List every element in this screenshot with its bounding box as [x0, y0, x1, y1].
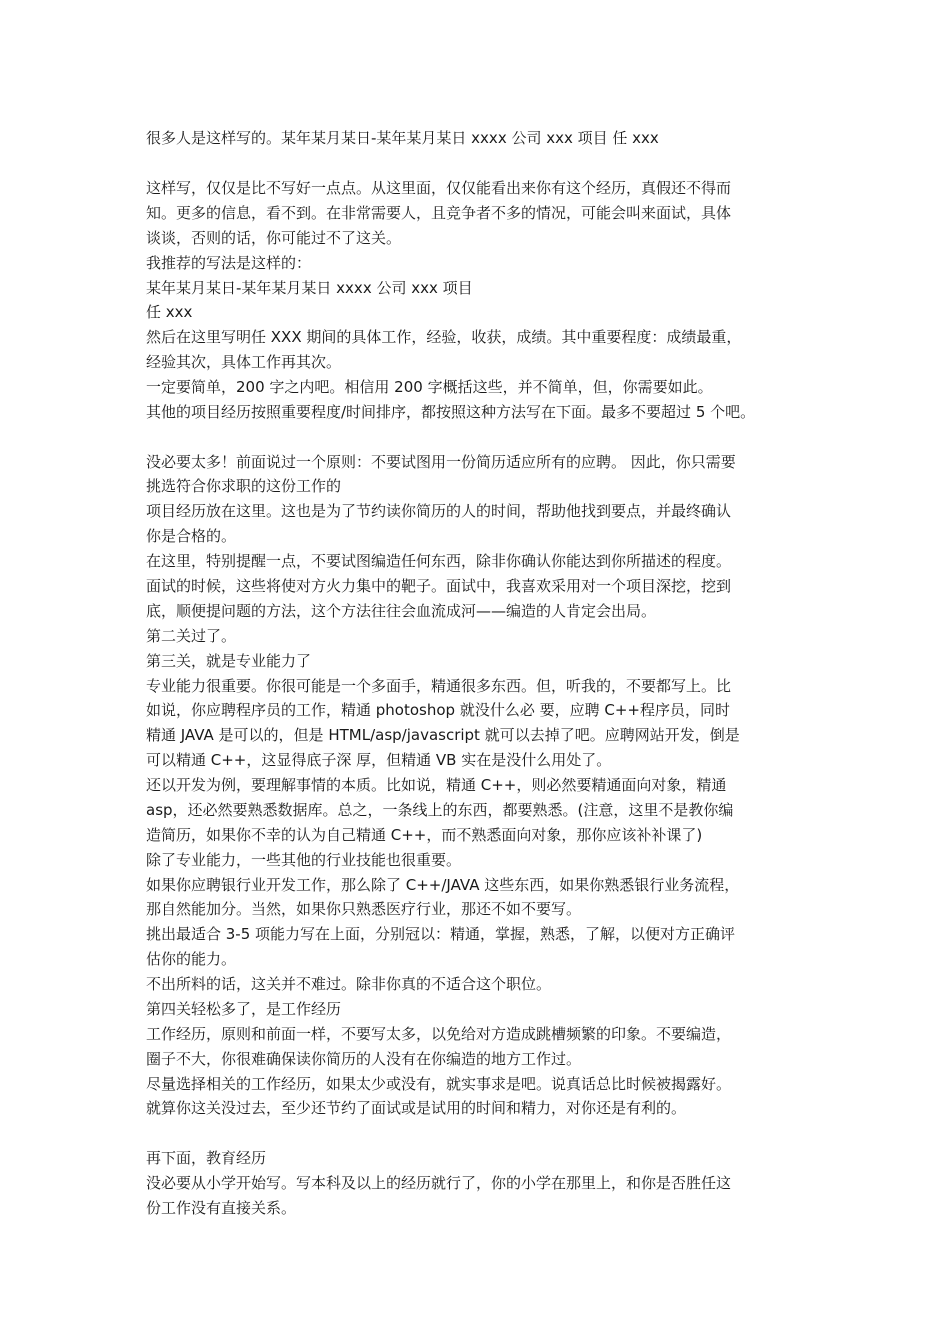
text-line: 尽量选择相关的工作经历，如果太少或没有，就实事求是吧。说真话总比时候被揭露好。: [146, 1075, 732, 1093]
text-line: 造简历，如果你不幸的认为自己精通 C++，而不熟悉面向对象，那你应该补补课了): [146, 826, 703, 844]
text-line: 我推荐的写法是这样的：: [146, 254, 312, 272]
text-line: 谈谈，否则的话，你可能过不了这关。: [146, 229, 402, 247]
text-line: 专业能力很重要。你很可能是一个多面手，精通很多东西。但，听我的，不要都写上。比: [146, 677, 732, 695]
text-line: 除了专业能力，一些其他的行业技能也很重要。: [146, 851, 462, 869]
text-line: 没必要太多！前面说过一个原则：不要试图用一份简历适应所有的应聘。 因此，你只需要: [146, 453, 736, 471]
text-line: 如说，你应聘程序员的工作，精通 photoshop 就没什么必 要，应聘 C++程序员，同时: [146, 701, 730, 719]
text-line: 项目经历放在这里。这也是为了节约读你简历的人的时间，帮助他找到要点，并最终确认: [146, 502, 732, 520]
text-line: 那自然能加分。当然，如果你只熟悉医疗行业，那还不如不要写。: [146, 900, 582, 918]
text-line: 其他的项目经历按照重要程度/时间排序，都按照这种方法写在下面。最多不要超过 5 个吧。: [146, 403, 756, 421]
text-line: 再下面，教育经历: [146, 1149, 267, 1167]
text-line: 底，顺便提问题的方法，这个方法往往会血流成河——编造的人肯定会出局。: [146, 602, 657, 620]
text-line: 圈子不大，你很难确保读你简历的人没有在你编造的地方工作过。: [146, 1050, 582, 1068]
text-line: 你是合格的。: [146, 527, 237, 545]
text-line: 没必要从小学开始写。写本科及以上的经历就行了，你的小学在那里上，和你是否胜任这: [146, 1174, 732, 1192]
text-line: 然后在这里写明任 XXX 期间的具体工作，经验，收获，成绩。其中重要程度：成绩最重，: [146, 328, 742, 346]
text-line: 估你的能力。: [146, 950, 237, 968]
text-line: 任 xxx: [146, 303, 193, 321]
text-line: asp，还必然要熟悉数据库。总之，一条线上的东西，都要熟悉。(注意，这里不是教你编: [146, 801, 734, 819]
text-line: 挑选符合你求职的这份工作的: [146, 477, 342, 495]
text-line: 精通 JAVA 是可以的，但是 HTML/asp/javascript 就可以去掉了吧。应聘网站开发，倒是: [146, 726, 740, 744]
text-line: 一定要简单，200 字之内吧。相信用 200 字概括这些，并不简单，但，你需要如此。: [146, 378, 713, 396]
text-line: 工作经历，原则和前面一样，不要写太多，以免给对方造成跳槽频繁的印象。不要编造，: [146, 1025, 732, 1043]
text-line: 知。更多的信息，看不到。在非常需要人，且竞争者不多的情况，可能会叫来面试，具体: [146, 204, 732, 222]
text-line: 份工作没有直接关系。: [146, 1199, 297, 1217]
text-line: 某年某月某日-某年某月某日 xxxx 公司 xxx 项目: [146, 279, 473, 297]
text-line: 第四关轻松多了，是工作经历: [146, 1000, 342, 1018]
text-line: 第三关，就是专业能力了: [146, 652, 312, 670]
text-line: 第二关过了。: [146, 627, 237, 645]
text-line: 这样写，仅仅是比不写好一点点。从这里面，仅仅能看出来你有这个经历，真假还不得而: [146, 179, 732, 197]
text-line: 很多人是这样写的。某年某月某日-某年某月某日 xxxx 公司 xxx 项目 任 xxx: [146, 129, 659, 147]
text-line: 如果你应聘银行业开发工作，那么除了 C++/JAVA 这些东西，如果你熟悉银行业务流程，: [146, 876, 740, 894]
text-line: 在这里，特别提醒一点，不要试图编造任何东西，除非你确认你能达到你所描述的程度。: [146, 552, 732, 570]
text-line: 挑出最适合 3-5 项能力写在上面，分别冠以：精通，掌握，熟悉，了解，以便对方正确评: [146, 925, 736, 943]
text-line: 还以开发为例，要理解事情的本质。比如说，精通 C++，则必然要精通面向对象，精通: [146, 776, 727, 794]
text-line: 面试的时候，这些将使对方火力集中的靶子。面试中，我喜欢采用对一个项目深挖，挖到: [146, 577, 732, 595]
text-line: 就算你这关没过去，至少还节约了面试或是试用的时间和精力，对你还是有利的。: [146, 1099, 687, 1117]
text-line: 经验其次，具体工作再其次。: [146, 353, 342, 371]
text-line: 不出所料的话，这关并不难过。除非你真的不适合这个职位。: [146, 975, 552, 993]
text-line: 可以精通 C++，这显得底子深 厚，但精通 VB 实在是没什么用处了。: [146, 751, 612, 769]
